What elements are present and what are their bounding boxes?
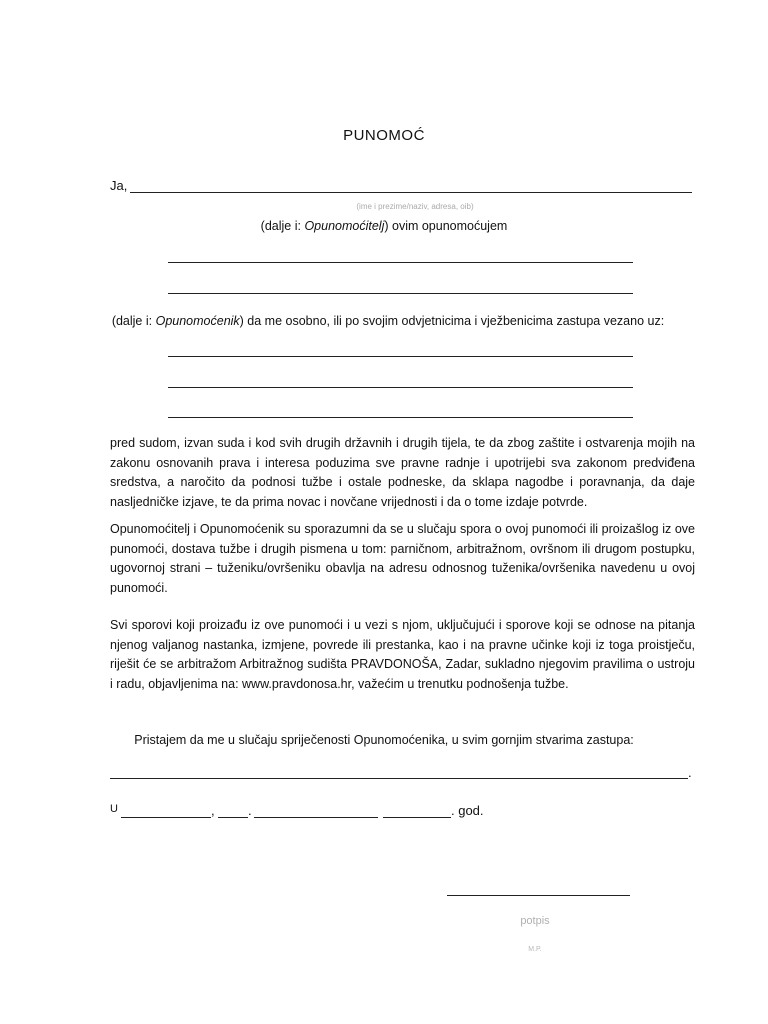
paragraph-delivery: Opunomoćitelj i Opunomoćenik su sporazumni da se u slučaju spora o ovoj punomoći ili proizašlog iz ove punomoći, dostava tužbe i drugih pismena u tom: parničnom, arbitražnom, ovršnom ili drugom postupku, ugovornoj strani – tuženiku/ovršeniku obavlja na adresu odnosnog tuženika/ovršenika navedenu u ovoj punomoći. xyxy=(110,522,695,595)
place-sep-2: . xyxy=(248,803,252,818)
agent-suffix: ) da me osobno, ili po svojim odvjetnicima i vježbenicima zastupa vezano uz: xyxy=(239,314,665,328)
stamp-label: M.P. xyxy=(528,946,542,953)
matter-field-1[interactable] xyxy=(168,356,633,357)
substitute-end: . xyxy=(688,765,692,780)
agent-prefix: (dalje i: xyxy=(111,314,156,328)
agent-term: Opunomoćenik xyxy=(155,314,240,328)
month-field[interactable] xyxy=(254,817,378,818)
agent-field-1[interactable] xyxy=(168,262,633,263)
ja-hint: (ime i prezime/naziv, adresa, oib) xyxy=(356,202,474,211)
matter-field-3[interactable] xyxy=(168,417,633,418)
substitute-line: Pristajem da me u slučaju spriječenosti Opunomoćenika, u svim gornjim stvarima zastupa: xyxy=(134,733,634,747)
agent-line xyxy=(4,314,768,328)
signature-field[interactable] xyxy=(447,895,630,896)
place-field[interactable] xyxy=(121,817,211,818)
ja-label: Ja, xyxy=(110,178,128,193)
place-prefix: U xyxy=(110,803,118,815)
paragraph-scope: pred sudom, izvan suda i kod svih drugih državnih i drugih tijela, te da zbog zaštite i ostvarenja mojih na zakonu osnovanih prava i interesa poduzima sve pravne radnje i upotrijebi sva zakonom predviđena sredstva, a naročito da podnosi tužbe i ostale podneske, da sklapa nagodbe i poravnanja, da daje nasljedničke izjave, te da prima novac i novčane vrijednosti i da o tome izdaje potvrde. xyxy=(110,436,695,509)
substitute-field[interactable] xyxy=(110,778,688,779)
principal-term: Opunomoćitelj xyxy=(304,219,385,233)
year-field[interactable] xyxy=(383,817,451,818)
place-suffix: . god. xyxy=(451,803,484,818)
paragraph-arbitration: Svi sporovi koji proizađu iz ove punomoći i u vezi s njom, uključujući i sporove koji se odnose na pitanja njenog valjanog nastanka, izmjene, povrede ili prestanka, kao i na pravne učinke koji iz toga proistječu, riješit će se arbitražom Arbitražnog sudišta PRAVDONOŠA, Zadar, sukladno njegovim pravilima o ustroju i radu, objavljenima na: www.pravdonosa.hr, važećim u trenutku podnošenja tužbe. xyxy=(110,618,695,691)
signature-label: potpis xyxy=(520,915,550,927)
day-field[interactable] xyxy=(218,817,248,818)
principal-prefix: (dalje i: xyxy=(260,219,305,233)
principal-suffix: ) ovim opunomoćujem xyxy=(384,219,508,233)
document-title: PUNOMOĆ xyxy=(343,127,425,144)
principal-line xyxy=(0,219,768,233)
ja-name-field[interactable] xyxy=(130,192,692,193)
matter-field-2[interactable] xyxy=(168,387,633,388)
place-sep-1: , xyxy=(211,803,215,818)
agent-field-2[interactable] xyxy=(168,293,633,294)
